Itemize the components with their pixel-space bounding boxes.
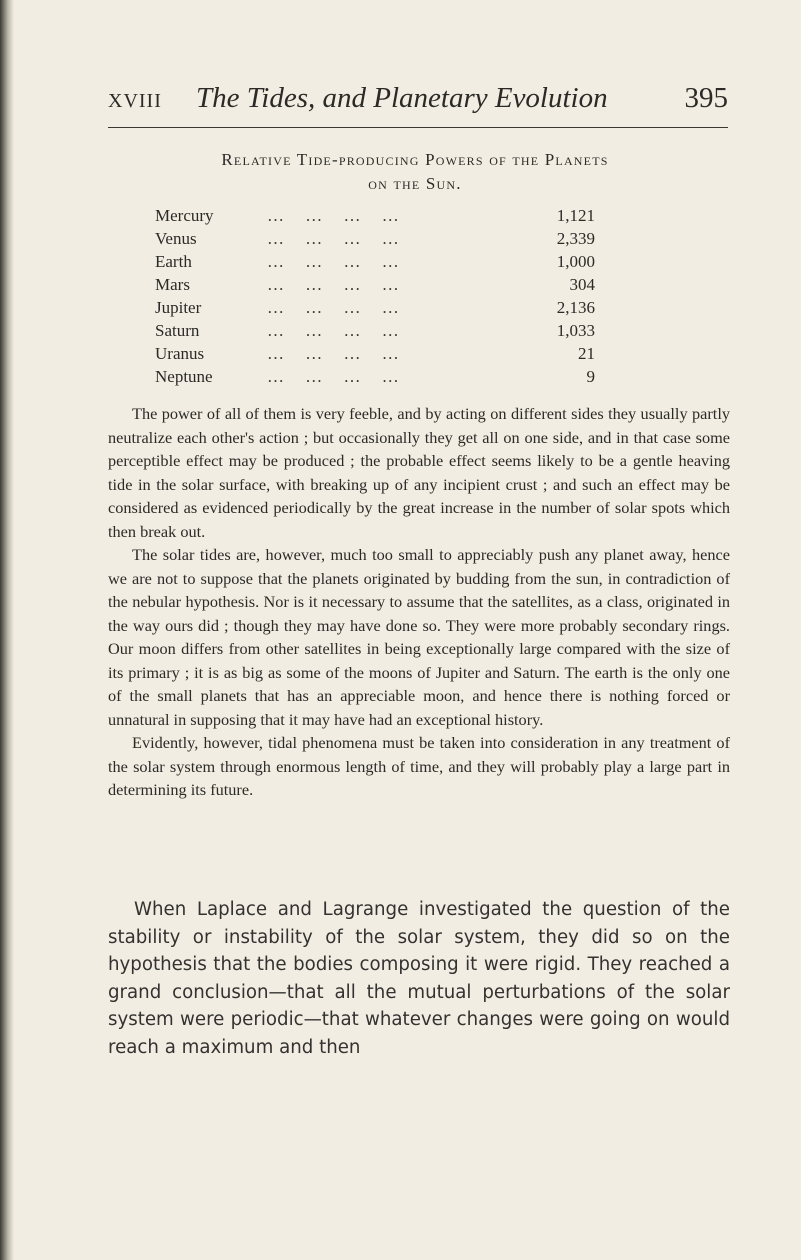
leader-dots: … … … … <box>267 298 399 317</box>
paragraph: The power of all of them is very feeble, and by acting on different sides they usually partly neutralize each other's action ; but occasionally they get all on one side, and in that case some perceptible effect may be produced ; the probable effect seems likely to be a gentle heaving tide in the solar surface, with breaking up of any incipient crust ; and such an effect may be considered as evidenced periodically by the great increase in the number of solar spots which then break out. <box>108 404 730 541</box>
tide-power-value: 1,000 <box>556 252 595 271</box>
leader-dots: … … … … <box>267 321 399 340</box>
planet-name: Saturn <box>155 321 200 340</box>
table-title <box>150 148 680 196</box>
running-header <box>108 82 728 126</box>
table-row <box>155 275 595 298</box>
leader-dots: … … … … <box>267 252 399 271</box>
paragraph: Evidently, however, tidal phenomena must be taken into consideration in any treatment of the solar system through enormous length of time, and they will probably play a large part in determining its future. <box>108 733 730 799</box>
table-row <box>155 344 595 367</box>
planet-name: Earth <box>155 252 192 271</box>
table-row <box>155 298 595 321</box>
planet-name: Venus <box>155 229 197 248</box>
paragraph: When Laplace and Lagrange investigated the question of the stability or instability of the solar system, they did so on the hypothesis that the bodies composing it were rigid. They reached a grand conclusion—that all the mutual perturbations of the solar system were periodic—that whatever changes were going on would reach a maximum and then <box>108 899 730 1058</box>
tide-power-value: 2,339 <box>556 229 595 248</box>
table-title-line-2: on the Sun. <box>368 174 462 193</box>
chapter-number: XVIII <box>108 90 162 112</box>
planet-name: Mercury <box>155 206 214 225</box>
leader-dots: … … … … <box>267 275 399 294</box>
planet-name: Mars <box>155 275 190 294</box>
leader-dots: … … … … <box>267 206 399 225</box>
page-number: 395 <box>684 82 728 114</box>
tide-power-value: 2,136 <box>556 298 595 317</box>
paragraph: The solar tides are, however, much too small to appreciably push any planet away, hence we are not to suppose that the planets originated by budding from the sun, in contradiction of the nebular hypothesis. Nor is it necessary to assume that the satellites, as a class, originated in the way ours did ; though they may have done so. They were more probably secondary rings. Our moon differs from other satellites in being exceptionally large compared with the size of its primary ; it is as big as some of the moons of Jupiter and Saturn. The earth is the only one of the small planets that has an appreciable moon, and hence there is nothing forced or unnatural in supposing that it may have had an exceptional history. <box>108 545 730 729</box>
header-rule <box>108 127 728 128</box>
page-binding-edge <box>0 0 14 1260</box>
table-row <box>155 252 595 275</box>
tide-power-value: 1,121 <box>556 206 595 225</box>
table-title-line-1: Relative Tide-producing Powers of the Planets <box>221 150 609 169</box>
table-row <box>155 367 595 390</box>
tide-power-value: 9 <box>586 367 595 386</box>
table-row <box>155 229 595 252</box>
table-row <box>155 206 595 229</box>
planet-name: Neptune <box>155 367 213 386</box>
running-title: The Tides, and Planetary Evolution <box>196 82 608 114</box>
body-text-large <box>108 896 730 1061</box>
tide-power-value: 1,033 <box>556 321 595 340</box>
leader-dots: … … … … <box>267 344 399 363</box>
leader-dots: … … … … <box>267 367 399 386</box>
leader-dots: … … … … <box>267 229 399 248</box>
table-row <box>155 321 595 344</box>
tide-power-value: 304 <box>569 275 595 294</box>
planet-table <box>155 206 595 390</box>
body-text-small <box>108 402 730 802</box>
tide-power-value: 21 <box>578 344 595 363</box>
planet-name: Jupiter <box>155 298 202 317</box>
planet-name: Uranus <box>155 344 205 363</box>
